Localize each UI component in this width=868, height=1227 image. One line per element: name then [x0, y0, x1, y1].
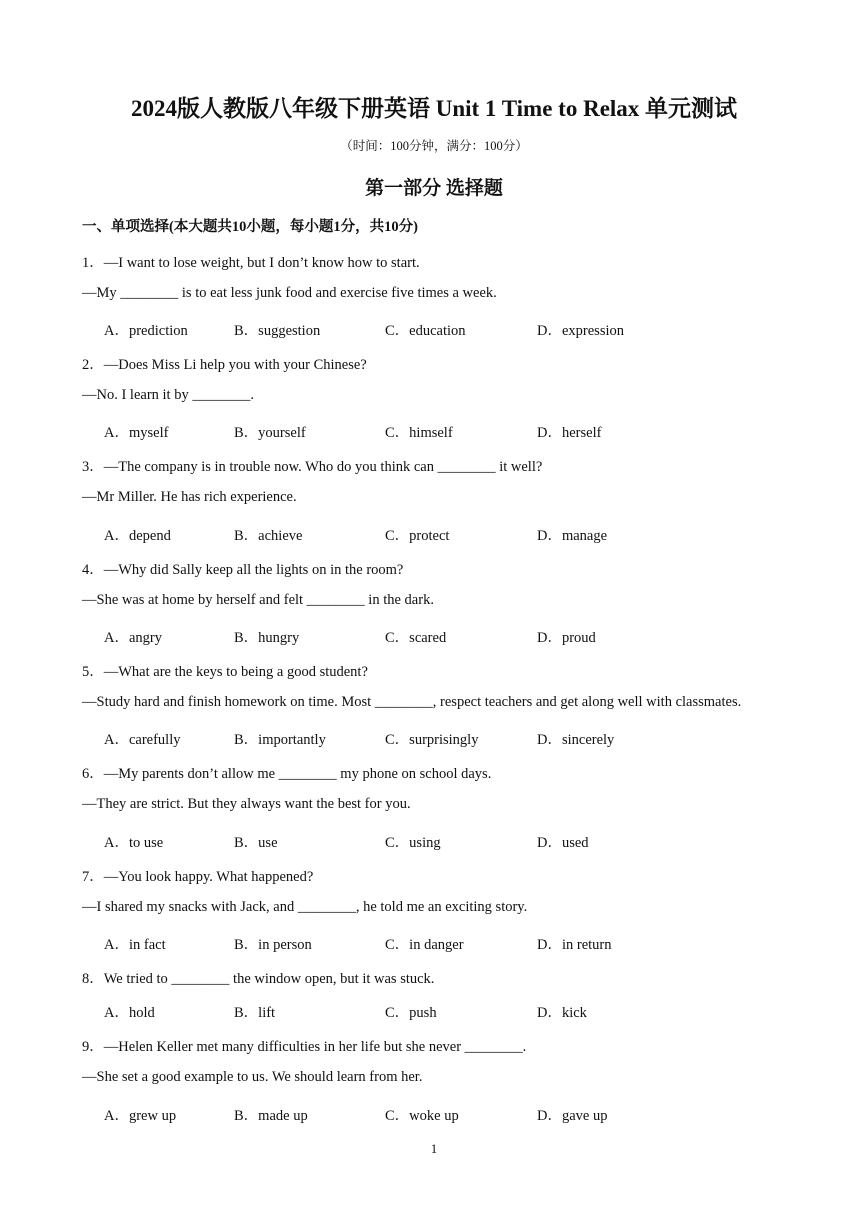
question-6-option-b: B．use: [234, 835, 278, 851]
question-5-options: [104, 728, 804, 748]
question-4-prompt: 4．—Why did Sally keep all the lights on in the room?: [82, 562, 404, 578]
question-4-options: [104, 626, 804, 646]
question-2-option-b: B．yourself: [234, 425, 306, 441]
question-9-option-d: D．gave up: [537, 1108, 608, 1124]
question-1-option-a: A．prediction: [104, 323, 188, 339]
question-6-options: [104, 831, 804, 851]
question-2-option-a: A．myself: [104, 425, 169, 441]
question-7-response: —I shared my snacks with Jack, and ________, he told me an exciting story.: [82, 899, 528, 915]
question-4-response: —She was at home by herself and felt ________ in the dark.: [82, 592, 434, 608]
question-9-option-b: B．made up: [234, 1108, 308, 1124]
question-3-option-c: C．protect: [385, 528, 450, 544]
question-1-option-c: C．education: [385, 323, 466, 339]
question-1-option-b: B．suggestion: [234, 323, 321, 339]
question-1-prompt: 1．—I want to lose weight, but I don’t know how to start.: [82, 255, 420, 271]
question-2-options: [104, 421, 804, 441]
question-8-option-d: D．kick: [537, 1005, 587, 1021]
question-9-option-c: C．woke up: [385, 1108, 459, 1124]
question-5-option-d: D．sincerely: [537, 732, 615, 748]
question-3-options: [104, 524, 804, 544]
question-7-options: [104, 933, 804, 953]
question-3-response: —Mr Miller. He has rich experience.: [82, 489, 297, 505]
question-6-option-c: C．using: [385, 835, 441, 851]
question-3-option-b: B．achieve: [234, 528, 303, 544]
question-9-option-a: A．grew up: [104, 1108, 177, 1124]
question-6-response: —They are strict. But they always want the best for you.: [82, 796, 411, 812]
question-4-option-c: C．scared: [385, 630, 447, 646]
page-number: 1: [430, 1141, 438, 1156]
question-5-prompt: 5．—What are the keys to being a good student?: [82, 664, 368, 680]
question-8-options: [104, 1001, 804, 1021]
question-1-option-d: D．expression: [537, 323, 624, 339]
exam-time-score: （时间：100分钟，满分：100分）: [340, 139, 528, 153]
question-3-option-a: A．depend: [104, 528, 171, 544]
question-6-prompt: 6．—My parents don’t allow me ________ my phone on school days.: [82, 766, 492, 782]
question-6-option-d: D．used: [537, 835, 589, 851]
question-9-prompt: 9．—Helen Keller met many difficulties in her life but she never ________.: [82, 1039, 527, 1055]
question-2-option-c: C．himself: [385, 425, 453, 441]
question-8-prompt: 8．We tried to ________ the window open, but it was stuck.: [82, 971, 435, 987]
question-3-prompt: 3．—The company is in trouble now. Who do you think can ________ it well?: [82, 459, 543, 475]
question-4-option-a: A．angry: [104, 630, 162, 646]
section-heading: 一、单项选择(本大题共10小题，每小题1分，共10分): [82, 219, 418, 235]
question-5-option-c: C．surprisingly: [385, 732, 479, 748]
question-5-option-b: B．importantly: [234, 732, 326, 748]
part-heading: 第一部分 选择题: [365, 178, 503, 199]
question-3-option-d: D．manage: [537, 528, 608, 544]
question-7-option-c: C．in danger: [385, 937, 464, 953]
question-5-option-a: A．carefully: [104, 732, 181, 748]
question-8-option-c: C．push: [385, 1005, 437, 1021]
exam-title: 2024版人教版八年级下册英语 Unit 1 Time to Relax 单元测试: [130, 96, 738, 121]
question-7-option-b: B．in person: [234, 937, 312, 953]
question-9-options: [104, 1104, 804, 1124]
question-5-response: —Study hard and finish homework on time. Most ________, respect teachers and get along well with classmates.: [82, 694, 742, 710]
question-1-response: —My ________ is to eat less junk food and exercise five times a week.: [82, 285, 497, 301]
question-2-option-d: D．herself: [537, 425, 602, 441]
question-7-option-a: A．in fact: [104, 937, 166, 953]
question-7-prompt: 7．—You look happy. What happened?: [82, 869, 314, 885]
question-2-prompt: 2．—Does Miss Li help you with your Chinese?: [82, 357, 367, 373]
question-4-option-d: D．proud: [537, 630, 596, 646]
question-6-option-a: A．to use: [104, 835, 164, 851]
question-8-option-b: B．lift: [234, 1005, 276, 1021]
question-2-response: —No. I learn it by ________.: [82, 387, 254, 403]
question-9-response: —She set a good example to us. We should learn from her.: [82, 1069, 423, 1085]
question-1-options: [104, 319, 804, 339]
question-4-option-b: B．hungry: [234, 630, 300, 646]
question-7-option-d: D．in return: [537, 937, 612, 953]
question-8-option-a: A．hold: [104, 1005, 155, 1021]
